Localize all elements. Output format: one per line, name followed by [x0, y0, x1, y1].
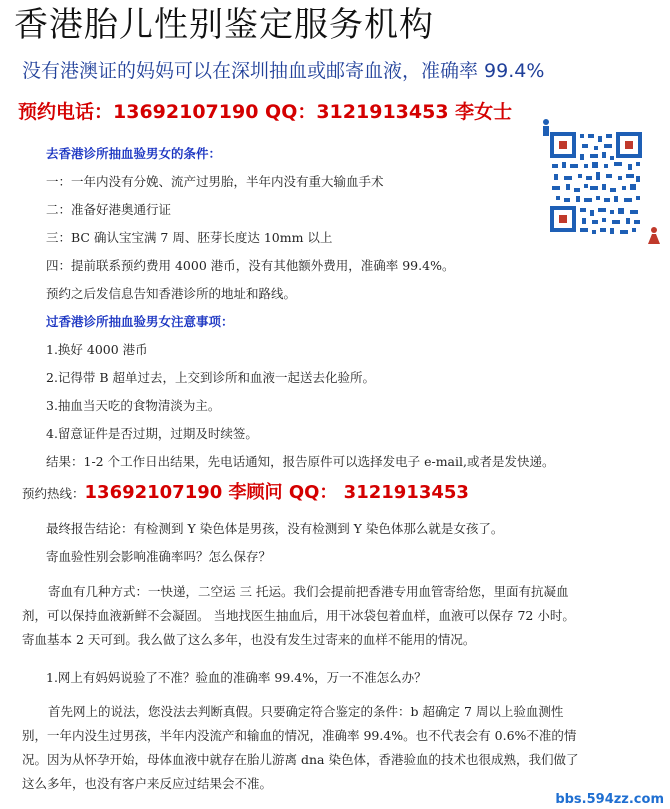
condition-item: 预约之后发信息告知香港诊所的地址和路线。	[46, 286, 297, 301]
condition-item: 四：提前联系预约费用 4000 港币，没有其他额外费用，准确率 99.4%。	[46, 258, 455, 273]
conditions-heading: 去香港诊所抽血验男女的条件：	[46, 146, 222, 161]
note-item: 1.换好 4000 港币	[46, 342, 148, 357]
answer-accuracy: 首先网上的说法，您没法去判断真假。只要确定符合鉴定的条件：b 超确定 7 周以上验血测性别，一年内没生过男孩，半年内没流产和输血的情况，准确率 99.4%。也不代表会有 0.6%不准的情况。因为从怀孕开始，母体血液中就存在胎儿游离 dna 染色体，香港验血的技术也很成熟，我们做了这么多年，也没有客户来反应过结果会不准。	[22, 704, 579, 791]
page-subtitle: 没有港澳证的妈妈可以在深圳抽血或邮寄血液，准确率 99.4%	[22, 60, 545, 82]
answer-mail-blood: 寄血有几种方式：一快递，二空运 三 托运。我们会提前把香港专用血管寄给您，里面有抗凝血剂，可以保持血液新鲜不会凝固。 当地找医生抽血后，用干冰袋包着血样，血液可以保存 72 小时。寄血基本 2 天可到。我么做了这么多年，也没有发生过寄来的血样不能用的情况。	[22, 584, 575, 647]
condition-item: 三：BC 确认宝宝满 7 周、胚芽长度达 10mm 以上	[46, 230, 333, 245]
hotline-label: 预约热线：	[22, 486, 85, 501]
hotline-number: 13692107190 李顾问 QQ： 3121913453	[84, 482, 469, 503]
booking-hotline-2	[22, 480, 469, 507]
note-item: 3.抽血当天吃的食物清淡为主。	[46, 398, 221, 413]
note-item: 4.留意证件是否过期，过期及时续签。	[46, 426, 258, 441]
site-watermark: bbs.594zz.com	[555, 792, 664, 807]
qr-code-icon	[538, 118, 662, 248]
condition-item: 一：一年内没有分娩、流产过男胎，半年内没有重大输血手术	[46, 174, 384, 189]
result-note: 结果：1-2 个工作日出结果，先电话通知，报告原件可以选择发电子 e-mail,或者是发快递。	[46, 454, 555, 469]
condition-item: 二：准备好港奥通行证	[46, 202, 172, 217]
notes-heading: 过香港诊所抽血验男女注意事项：	[46, 314, 234, 329]
page-title: 香港胎儿性别鉴定服务机构	[14, 5, 434, 45]
question-accuracy: 1.网上有妈妈说验了不准？验血的准确率 99.4%，万一不准怎么办？	[46, 670, 427, 685]
note-item: 2.记得带 B 超单过去，上交到诊所和血液一起送去化验所。	[46, 370, 376, 385]
question-mail-blood: 寄血验性别会影响准确率吗？怎么保存？	[46, 549, 272, 564]
booking-hotline: 预约电话：13692107190 QQ：3121913453 李女士	[18, 101, 513, 123]
report-conclusion: 最终报告结论：有检测到 Y 染色体是男孩，没有检测到 Y 染色体那么就是女孩了。	[46, 521, 504, 536]
